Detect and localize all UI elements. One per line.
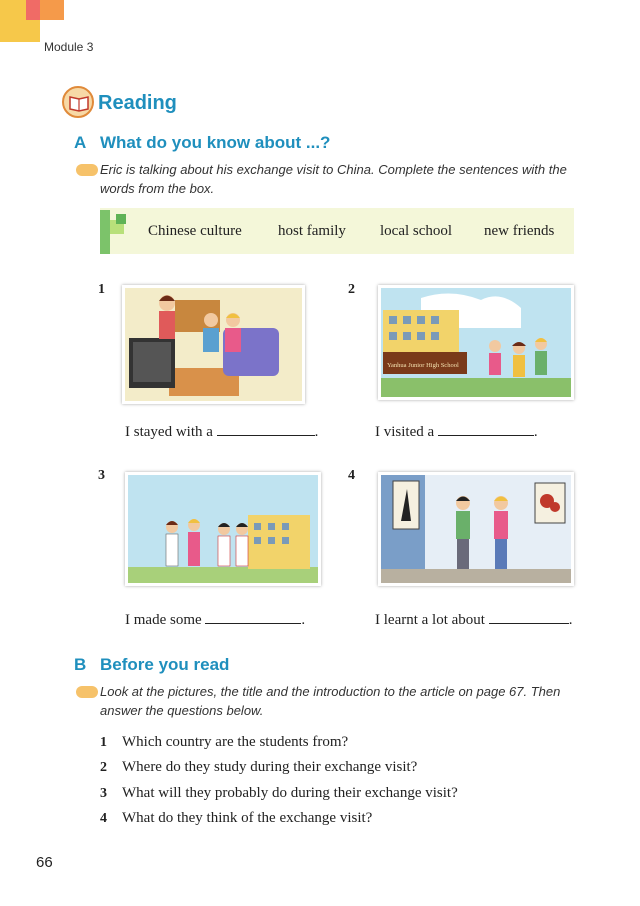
chinese-culture-illustration — [378, 472, 574, 586]
answer-blank[interactable] — [489, 611, 569, 624]
word-chinese-culture: Chinese culture — [148, 223, 242, 239]
question-text: What will they probably do during their exchange visit? — [122, 785, 458, 801]
school-sign-text: Yanhua Junior High School — [387, 362, 459, 369]
item-number: 1 — [98, 282, 105, 297]
question-number: 3 — [100, 786, 107, 801]
question-text: What do they think of the exchange visit? — [122, 810, 373, 826]
local-school-illustration — [378, 285, 574, 400]
module-label: Module 3 — [44, 40, 94, 54]
word-host-family: host family — [278, 223, 346, 239]
answer-blank[interactable] — [438, 423, 534, 436]
section-b-letter: B — [74, 655, 87, 674]
word-new-friends: new friends — [484, 223, 555, 239]
word-local-school: local school — [380, 223, 453, 239]
word-box-accent — [116, 214, 126, 224]
section-a-title: What do you know about ...? — [100, 133, 331, 152]
reading-title: Reading — [98, 92, 177, 114]
question-text: Where do they study during their exchange visit? — [122, 759, 418, 775]
sentence-3: I made some . — [125, 612, 306, 628]
sentence-2: I visited a . — [375, 424, 538, 440]
sentence-1: I stayed with a . — [125, 424, 319, 440]
sentence-4: I learnt a lot about . — [375, 612, 573, 628]
instruction-tab-icon — [76, 164, 98, 176]
book-icon — [62, 86, 94, 118]
word-box-accent — [100, 210, 110, 254]
item-number: 3 — [98, 468, 105, 483]
section-b-title: Before you read — [100, 655, 230, 674]
new-friends-illustration — [125, 472, 321, 586]
host-family-illustration — [122, 285, 305, 404]
corner-decoration-orange — [40, 0, 64, 20]
question-number: 4 — [100, 811, 107, 826]
question-number: 2 — [100, 760, 107, 775]
question-number: 1 — [100, 735, 107, 750]
section-b-instruction: Look at the pictures, the title and the introduction to the article on page 67. Then answer the questions below. — [100, 684, 561, 718]
instruction-tab-icon — [76, 686, 98, 698]
answer-blank[interactable] — [205, 611, 301, 624]
page-number: 66 — [36, 854, 53, 871]
answer-blank[interactable] — [217, 423, 315, 436]
section-a-instruction: Eric is talking about his exchange visit to China. Complete the sentences with the words from the box. — [100, 162, 567, 196]
question-text: Which country are the students from? — [122, 734, 349, 750]
section-a-letter: A — [74, 133, 87, 152]
item-number: 2 — [348, 282, 355, 297]
item-number: 4 — [348, 468, 355, 483]
